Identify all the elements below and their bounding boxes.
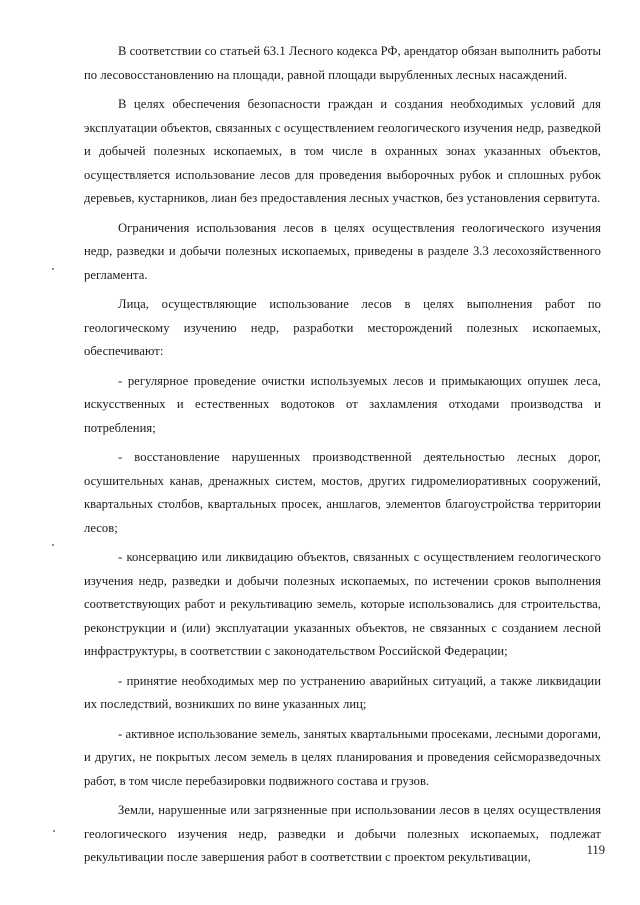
list-item-land-use: - активное использование земель, занятых квартальными просеками, лесными дорогами, и других, не покрытых лесом земель в целях планирования и проведения сейсморазведочных работ, в том числе перебазировки подвижного состава и грузов. [84, 726, 601, 788]
list-item-emergency-measures: - принятие необходимых мер по устранению аварийных ситуаций, а также ликвидации их последствий, возникших по вине указанных лиц; [84, 673, 601, 711]
list-item-restoration: - восстановление нарушенных производственной деятельностью лесных дорог, осушительных канав, дренажных систем, мостов, других гидромелиоративных сооружений, квартальных столбов, квартальных просек, аншлагов, элементов благоустройства территории лесов; [84, 450, 601, 535]
scan-speck [52, 544, 54, 546]
paragraph-safety-felling: В целях обеспечения безопасности граждан и создания необходимых условий для эксплуатации объектов, связанных с осуществлением геологического изучения недр, разведкой и добычей полезных ископаемых, в том числе в охранных зонах указанных объектов, осуществляется использование лесов для проведения выборочных рубок и сплошных рубок деревьев, кустарников, лиан без предоставления лесных участков, без установления сервитута. [84, 97, 601, 205]
paragraph-reforestation-obligation: В соответствии со статьей 63.1 Лесного кодекса РФ, арендатор обязан выполнить работы по лесовосстановлению на площади, равной площади вырубленных лесных насаждений. [84, 44, 601, 82]
scan-speck [52, 268, 54, 270]
page-number: 119 [586, 843, 605, 857]
list-item-cleaning: - регулярное проведение очистки используемых лесов и примыкающих опушек леса, искусственных и естественных водотоков от захламления отходами производства и потребления; [84, 373, 601, 435]
scan-speck [53, 830, 55, 832]
paragraph-recultivation: Земли, нарушенные или загрязненные при использовании лесов в целях осуществления геологического изучения недр, разведки и добычи полезных ископаемых, подлежат рекультивации после завершения работ в соответствии с проектом рекультивации, [84, 803, 601, 864]
paragraph-obligations-intro: Лица, осуществляющие использование лесов в целях выполнения работ по геологическому изучению недр, разработки месторождений полезных ископаемых, обеспечивают: [84, 297, 601, 358]
document-page [84, 40, 601, 876]
paragraph-restrictions-reference: Ограничения использования лесов в целях осуществления геологического изучения недр, разведки и добычи полезных ископаемых, приведены в разделе 3.3 лесохозяйственного регламента. [84, 220, 601, 282]
list-item-conservation: - консервацию или ликвидацию объектов, связанных с осуществлением геологического изучения недр, разведки и добычи полезных ископаемых, по истечении сроков выполнения соответствующих работ и рекультивацию земель, которые использовались для строительства, реконструкции и (или) эксплуатации указанных объектов, не связанных с созданием лесной инфраструктуры, в соответствии с законодательством Российской Федерации; [84, 550, 601, 658]
